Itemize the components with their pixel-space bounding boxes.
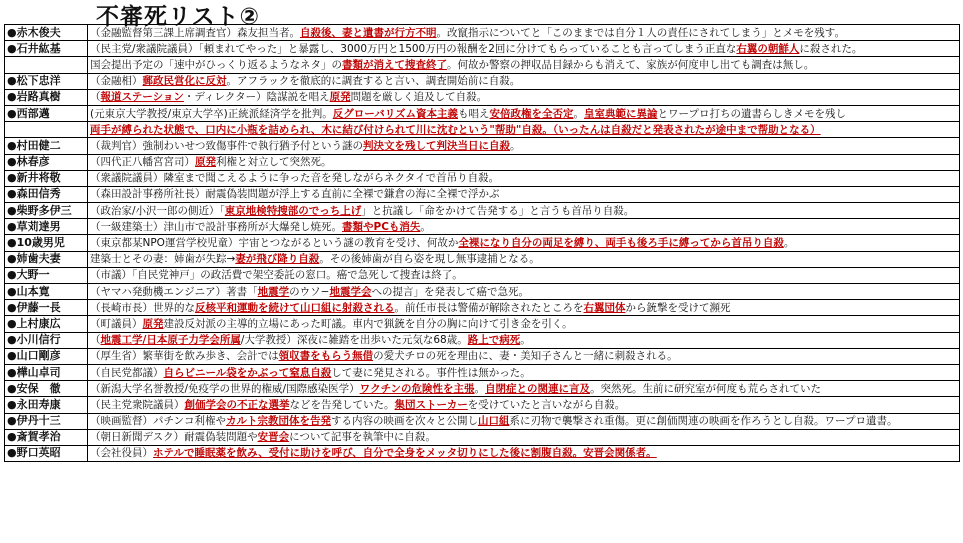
description-text: への提言」を発表して癌で急死。 bbox=[371, 285, 529, 298]
person-name: ●草苅達男 bbox=[5, 219, 88, 235]
highlighted-text: 地震工学/日本原子力学会所属 bbox=[100, 334, 241, 347]
death-description bbox=[88, 251, 960, 267]
table-row bbox=[5, 170, 960, 186]
description-text: （衆議院議員）隣室まで聞こえるように争った音を発しながらネクタイで首吊り自殺。 bbox=[90, 172, 500, 185]
death-description bbox=[88, 219, 960, 235]
page-title-area bbox=[4, 0, 963, 30]
table-row bbox=[5, 235, 960, 251]
death-description bbox=[88, 397, 960, 413]
description-text: 国会提出予定の「速中がひっくり返るようなネタ」の bbox=[90, 58, 342, 71]
description-text: （民主党/衆議院議員）「頼まれてやった」と暴露し、3000万円と1500万円の報酬を2回に分けてもらっていることも言ってしまう正直な bbox=[90, 42, 737, 55]
description-text: 。何故か警察の押収品目録からも消えて、家族が何度申し出ても調査は無し。 bbox=[447, 58, 815, 71]
table-row bbox=[5, 203, 960, 219]
table-row bbox=[5, 25, 960, 41]
table-row bbox=[5, 154, 960, 170]
death-description bbox=[88, 25, 960, 41]
description-text: /大学教授）深夜に雑踏を出歩いた元気な68歳。 bbox=[240, 334, 468, 347]
highlighted-text: 地震学会 bbox=[329, 285, 372, 298]
highlighted-text: 右翼の朝鮮人 bbox=[736, 42, 800, 55]
description-text: などを告発していた。 bbox=[289, 398, 395, 411]
description-text: に殺された。 bbox=[799, 42, 863, 55]
table-row bbox=[5, 73, 960, 89]
description-text: （新潟大学名誉教授/免疫学の世界的権威/国際感染医学） bbox=[90, 382, 360, 395]
person-name: ●山口剛彦 bbox=[5, 348, 88, 364]
description-text: （東京都某NPO運営学校児童）宇宙とつながるという謎の教育を受け、何故か bbox=[90, 237, 459, 250]
description-text: (元東京大学教授/東京大学卒)正統派経済学を批判。 bbox=[90, 107, 333, 120]
description-text: （長崎市長）世界的な bbox=[90, 301, 195, 314]
description-text: 。 bbox=[520, 334, 531, 347]
death-description bbox=[88, 381, 960, 397]
table-row bbox=[5, 186, 960, 202]
death-description bbox=[88, 73, 960, 89]
person-name: ●岩路真樹 bbox=[5, 89, 88, 105]
description-text: （厚生省）繁華街を飲み歩き、会計では bbox=[90, 350, 279, 363]
table-row bbox=[5, 397, 960, 413]
death-description bbox=[88, 348, 960, 364]
description-text: （映画監督）パチンコ利権や bbox=[90, 415, 226, 428]
table-row bbox=[5, 284, 960, 300]
description-text: 」と抗議し「命をかけて告発する」と言うも首吊り自殺。 bbox=[361, 204, 635, 217]
description-text: ・ディレクター）陰謀説を唱え bbox=[183, 91, 330, 104]
table-row bbox=[5, 267, 960, 283]
description-text: 。 bbox=[510, 139, 521, 152]
page-title: 不審死リスト② bbox=[96, 4, 261, 30]
description-text: から銃撃を受けて瀕死 bbox=[625, 301, 731, 314]
person-name: ●石井紘基 bbox=[5, 41, 88, 57]
description-text: について記事を執筆中に自殺。 bbox=[289, 431, 436, 444]
description-text: 問題を厳しく追及して自殺。 bbox=[350, 91, 488, 104]
death-description bbox=[88, 300, 960, 316]
person-name: ●大野一 bbox=[5, 267, 88, 283]
highlighted-text: 安倍政権を全否定 bbox=[489, 107, 574, 120]
highlighted-text: 郵政民営化に反対 bbox=[142, 75, 227, 88]
person-name: ●松下忠洋 bbox=[5, 73, 88, 89]
person-name: ●姉歯夫妻 bbox=[5, 251, 88, 267]
person-name: ●新井将敬 bbox=[5, 170, 88, 186]
highlighted-text: 皇室典範に異論 bbox=[584, 107, 658, 120]
person-name: ●上村康広 bbox=[5, 316, 88, 332]
table-row bbox=[5, 251, 960, 267]
description-text: 。 bbox=[474, 382, 486, 395]
person-name: ●永田寿康 bbox=[5, 397, 88, 413]
highlighted-text: 地震学 bbox=[257, 285, 290, 298]
highlighted-text: 報道ステーション bbox=[100, 91, 184, 104]
description-text: 建築士とその妻：姉歯が失踪→ bbox=[90, 253, 236, 266]
description-text: （一級建築士）津山市で設計事務所が大爆発し焼死。 bbox=[90, 220, 342, 233]
description-text: 。 bbox=[420, 220, 431, 233]
person-name: ●安保 徹 bbox=[5, 381, 88, 397]
table-row bbox=[5, 122, 960, 138]
highlighted-text: 自殺後、妻と遺書が行方不明 bbox=[300, 26, 437, 39]
death-description bbox=[88, 186, 960, 202]
description-text: （市議）「自民党神戸」の政活費で架空委託の窓口。癌で急死して捜査は終了。 bbox=[90, 269, 463, 282]
description-text: （自民党都議） bbox=[90, 366, 164, 379]
highlighted-text: 創価学会の不正な選挙 bbox=[184, 398, 290, 411]
highlighted-text: 書類が消えて捜査終了 bbox=[342, 58, 447, 71]
person-name: ●山本寛 bbox=[5, 284, 88, 300]
death-description bbox=[88, 154, 960, 170]
death-description bbox=[88, 57, 960, 73]
person-name: ●10歳男児 bbox=[5, 235, 88, 251]
description-text: の愛犬チロの死を理由に、妻・美知子さんと一緒に刺殺される。 bbox=[373, 350, 678, 363]
death-description bbox=[88, 203, 960, 219]
highlighted-text: 反核平和運動を続けて山口組に射殺される bbox=[195, 301, 395, 314]
description-text: 。 bbox=[783, 237, 795, 250]
highlighted-text: 集団ストーカー bbox=[394, 398, 468, 411]
table-row bbox=[5, 219, 960, 235]
description-text: して妻に発見される。事件性は無かった。 bbox=[331, 366, 531, 379]
death-description bbox=[88, 170, 960, 186]
highlighted-text: 領収書をもらう無借 bbox=[278, 350, 374, 363]
highlighted-text: 東京地検特捜部のでっち上げ bbox=[224, 204, 362, 217]
highlighted-text: 山口組 bbox=[477, 415, 510, 428]
highlighted-text: 書類やPCも消失 bbox=[342, 220, 421, 233]
table-row bbox=[5, 413, 960, 429]
death-description bbox=[88, 235, 960, 251]
table-row bbox=[5, 364, 960, 380]
description-text: （四代正八幡宮宮司） bbox=[90, 156, 195, 169]
highlighted-text: 反グローバリズム資本主義 bbox=[332, 107, 458, 120]
person-name: ●村田健二 bbox=[5, 138, 88, 154]
table-row bbox=[5, 105, 960, 121]
description-text: （ bbox=[90, 334, 101, 347]
description-text: （朝日新聞デスク）耐震偽装問題や bbox=[90, 431, 258, 444]
highlighted-text: 両手が縛られた状態で、口内に小瓶を詰められ、木に結び付けられて川に沈むという"帮助"自殺。（いったんは自殺だと発表されたが途中まで帮助となる） bbox=[90, 123, 821, 136]
description-text: 建設反対派の主導的立場にあった町議。車内で猟銃を自分の胸に向けて引き金を引く。 bbox=[163, 317, 573, 330]
description-text: （金融監督第三課上席調査官）森友担当者。 bbox=[90, 26, 300, 39]
description-text: （森田設計事務所社長）耐震偽装問題が浮上する直前に全裸で鎌倉の海に全裸で浮かぶ bbox=[90, 188, 500, 201]
person-name: ●斎賀孝治 bbox=[5, 429, 88, 445]
description-text: 。前任市長は警備が解除されたところを bbox=[394, 301, 584, 314]
highlighted-text: 全裸になり自分の両足を縛り、両手も後ろ手に縛ってから首吊り自殺 bbox=[458, 237, 784, 250]
person-name bbox=[5, 122, 88, 138]
description-text: （会社役員） bbox=[90, 447, 153, 460]
highlighted-text: カルト宗教団体を告発 bbox=[225, 415, 331, 428]
table-row bbox=[5, 41, 960, 57]
description-text: （金融相） bbox=[90, 75, 143, 88]
table-row bbox=[5, 381, 960, 397]
person-name bbox=[5, 57, 88, 73]
table-row bbox=[5, 332, 960, 348]
suspicious-death-table bbox=[4, 24, 960, 462]
description-text: 。 bbox=[573, 107, 584, 120]
description-text: 。改竄指示についてと「このままでは自分１人の責任にされてしまう」とメモを残す。 bbox=[436, 26, 845, 39]
description-text: （政治家/小沢一郎の側近）「 bbox=[90, 204, 225, 217]
death-description bbox=[88, 41, 960, 57]
description-text: （ bbox=[90, 91, 101, 104]
highlighted-text: 妻が飛び降り自殺 bbox=[235, 253, 320, 266]
description-text: する内容の映画を次々と公開し bbox=[330, 415, 478, 428]
description-text: 。突然死。生前に研究室が何度も荒らされていた bbox=[590, 382, 822, 395]
table-row bbox=[5, 445, 960, 461]
table-row bbox=[5, 57, 960, 73]
description-text: のウソ− bbox=[289, 285, 330, 298]
highlighted-text: 自らビニール袋をかぶって窒息自殺 bbox=[163, 366, 332, 379]
death-description bbox=[88, 445, 960, 461]
description-text: 。アフラックを徹底的に調査すると言い、調査開始前に自殺。 bbox=[226, 75, 521, 88]
table-row bbox=[5, 348, 960, 364]
table-row bbox=[5, 316, 960, 332]
description-text: とワープロ打ちの遺書らしきメモを残し bbox=[657, 107, 846, 120]
highlighted-text: 右翼団体 bbox=[583, 301, 626, 314]
highlighted-text: 判決文を残して判決当日に自殺 bbox=[363, 139, 510, 152]
person-name: ●伊丹十三 bbox=[5, 413, 88, 429]
death-description bbox=[88, 413, 960, 429]
description-text: 利権と対立して突然死。 bbox=[216, 156, 332, 169]
person-name: ●林春彦 bbox=[5, 154, 88, 170]
person-name: ●柴野多伊三 bbox=[5, 203, 88, 219]
table-row bbox=[5, 429, 960, 445]
description-text: （裁判官）強制わいせつ致傷事件で執行猶予付という謎の bbox=[90, 139, 363, 152]
death-description bbox=[88, 429, 960, 445]
death-description bbox=[88, 122, 960, 138]
highlighted-text: 自閉症との関連に言及 bbox=[485, 382, 591, 395]
highlighted-text: 原発 bbox=[329, 91, 351, 104]
table-row bbox=[5, 300, 960, 316]
person-name: ●森田信秀 bbox=[5, 186, 88, 202]
description-text: 系に刃物で襲撃され重傷。更に創価関連の映画を作ろうとし自殺。ワープロ遺書。 bbox=[509, 415, 898, 428]
death-description bbox=[88, 89, 960, 105]
highlighted-text: 安晋会 bbox=[257, 431, 290, 444]
table-row bbox=[5, 138, 960, 154]
person-name: ●小川信行 bbox=[5, 332, 88, 348]
description-text: 。その後姉歯が自ら姿を現し無事逮捕となる。 bbox=[319, 253, 540, 266]
death-description bbox=[88, 267, 960, 283]
highlighted-text: 路上で病死 bbox=[467, 334, 521, 347]
person-name: ●西部邁 bbox=[5, 105, 88, 121]
description-text: も唱え bbox=[458, 107, 490, 120]
description-text: （民主党衆院議員） bbox=[90, 398, 185, 411]
person-name: ●野口英昭 bbox=[5, 445, 88, 461]
table-body bbox=[5, 25, 960, 462]
description-text: （町議員） bbox=[90, 317, 143, 330]
person-name: ●赤木俊夫 bbox=[5, 25, 88, 41]
person-name: ●伊藤一長 bbox=[5, 300, 88, 316]
death-description bbox=[88, 316, 960, 332]
death-description bbox=[88, 364, 960, 380]
description-text: （ヤマハ発動機エンジニア）著書「 bbox=[90, 285, 258, 298]
death-description bbox=[88, 332, 960, 348]
death-description bbox=[88, 284, 960, 300]
description-text: を受けていたと言いながら自殺。 bbox=[467, 398, 626, 411]
death-description bbox=[88, 105, 960, 121]
highlighted-text: 原発 bbox=[142, 317, 164, 330]
highlighted-text: ホテルで睡眠薬を飲み、受付に助けを呼び、自分で全身をメッタ切りにした後に割腹自殺。安晋会関係者。 bbox=[153, 447, 657, 460]
table-row bbox=[5, 89, 960, 105]
highlighted-text: 原発 bbox=[195, 156, 216, 169]
death-description bbox=[88, 138, 960, 154]
person-name: ●樺山卓司 bbox=[5, 364, 88, 380]
highlighted-text: ワクチンの危険性を主張 bbox=[359, 382, 475, 395]
